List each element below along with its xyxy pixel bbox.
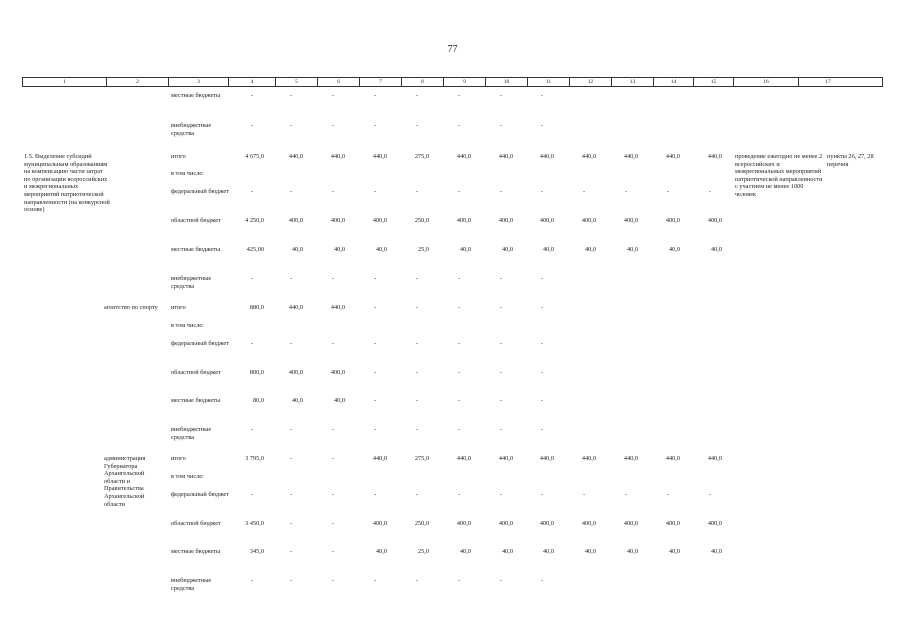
header-col-4: 4 xyxy=(229,78,276,86)
row-value: - xyxy=(331,455,335,462)
row-value: - xyxy=(499,188,503,195)
header-col-15: 15 xyxy=(694,78,734,86)
row-value: 25,0 xyxy=(417,246,429,253)
row-value: - xyxy=(415,397,419,404)
row-value: 400,0 xyxy=(456,217,471,224)
row-value: 440,0 xyxy=(539,455,554,462)
row-value: - xyxy=(457,92,461,99)
row-value: - xyxy=(540,275,544,282)
header-col-5: 5 xyxy=(276,78,318,86)
row-value: 40,0 xyxy=(710,548,722,555)
row-value: 400,0 xyxy=(707,520,722,527)
row-value: 4 675,0 xyxy=(245,153,264,160)
row-value: 40,0 xyxy=(333,246,345,253)
row-value: - xyxy=(373,122,377,129)
row-label: внебюджетные средства xyxy=(171,426,212,441)
row-value: - xyxy=(540,304,544,311)
row-value: - xyxy=(624,188,628,195)
row-label: областной бюджет xyxy=(171,369,221,376)
measure-result: проведение ежегодно не менее 2 всероссийских и межрегиональных мероприятий патриотической направленности с участием не менее 1000 человек xyxy=(735,153,823,198)
row-value: 440,0 xyxy=(456,455,471,462)
row-value: - xyxy=(499,426,503,433)
row-value: 40,0 xyxy=(542,548,554,555)
row-value: 440,0 xyxy=(330,153,345,160)
row-label: федеральный бюджет xyxy=(171,491,229,498)
row-value: - xyxy=(331,188,335,195)
row-value: - xyxy=(457,397,461,404)
row-value: 3 795,0 xyxy=(245,455,264,462)
row-value: 440,0 xyxy=(456,153,471,160)
row-value: - xyxy=(666,188,670,195)
row-value: - xyxy=(540,188,544,195)
row-value: - xyxy=(624,491,628,498)
row-value: 400,0 xyxy=(623,520,638,527)
row-value: - xyxy=(457,188,461,195)
row-value: - xyxy=(499,369,503,376)
row-value: - xyxy=(457,340,461,347)
header-col-8: 8 xyxy=(402,78,444,86)
row-value: 440,0 xyxy=(707,153,722,160)
header-col-6: 6 xyxy=(318,78,360,86)
executor: агентство по спорту xyxy=(104,304,158,311)
row-value: - xyxy=(708,188,712,195)
header-col-14: 14 xyxy=(654,78,694,86)
row-value: 25,0 xyxy=(417,548,429,555)
row-value: - xyxy=(289,188,293,195)
row-value: 40,0 xyxy=(501,246,513,253)
row-value: - xyxy=(540,92,544,99)
row-value: - xyxy=(250,275,254,282)
row-value: 440,0 xyxy=(288,153,303,160)
row-value: - xyxy=(250,491,254,498)
row-value: - xyxy=(415,275,419,282)
row-value: - xyxy=(457,577,461,584)
row-value: 275,0 xyxy=(414,455,429,462)
header-col-3: 3 xyxy=(169,78,229,86)
row-value: - xyxy=(499,92,503,99)
header-col-9: 9 xyxy=(444,78,486,86)
row-value: 440,0 xyxy=(539,153,554,160)
row-value: 400,0 xyxy=(665,520,680,527)
row-value: - xyxy=(540,491,544,498)
row-value: 400,0 xyxy=(288,369,303,376)
page-number: 77 xyxy=(447,44,458,55)
table-header-row xyxy=(22,77,883,87)
header-col-1: 1 xyxy=(23,78,107,86)
row-value: - xyxy=(582,491,586,498)
row-value: 80,0 xyxy=(252,397,264,404)
row-value: - xyxy=(499,397,503,404)
row-value: - xyxy=(331,577,335,584)
executor: администрация Губернатора Архангельской области и Правительства Архангельской области xyxy=(104,455,146,508)
row-value: 400,0 xyxy=(498,217,513,224)
header-col-2: 2 xyxy=(107,78,169,86)
row-value: - xyxy=(373,397,377,404)
row-value: 40,0 xyxy=(542,246,554,253)
row-value: - xyxy=(331,491,335,498)
row-label: внебюджетные средства xyxy=(171,122,212,137)
row-value: 440,0 xyxy=(623,153,638,160)
row-label: в том числе: xyxy=(171,322,204,329)
row-label: в том числе: xyxy=(171,473,204,480)
row-value: 400,0 xyxy=(665,217,680,224)
row-label: итого xyxy=(171,304,186,311)
row-value: 4 250,0 xyxy=(245,217,264,224)
row-value: 400,0 xyxy=(372,217,387,224)
row-value: - xyxy=(250,122,254,129)
row-value: - xyxy=(331,426,335,433)
row-label: внебюджетные средства xyxy=(171,275,212,290)
row-value: 400,0 xyxy=(581,520,596,527)
row-label: местные бюджеты xyxy=(171,397,221,404)
row-value: 40,0 xyxy=(291,397,303,404)
row-value: - xyxy=(331,520,335,527)
row-value: 40,0 xyxy=(584,246,596,253)
row-value: - xyxy=(373,92,377,99)
row-value: - xyxy=(499,275,503,282)
row-value: 400,0 xyxy=(539,217,554,224)
row-value: - xyxy=(373,275,377,282)
row-value: 40,0 xyxy=(375,548,387,555)
row-value: 40,0 xyxy=(291,246,303,253)
row-label: областной бюджет xyxy=(171,520,221,527)
row-label: федеральный бюджет xyxy=(171,340,229,347)
row-value: - xyxy=(373,369,377,376)
row-value: - xyxy=(289,577,293,584)
row-value: 440,0 xyxy=(707,455,722,462)
row-value: - xyxy=(540,340,544,347)
row-value: - xyxy=(415,577,419,584)
row-value: 40,0 xyxy=(626,246,638,253)
row-value: 400,0 xyxy=(707,217,722,224)
header-col-10: 10 xyxy=(486,78,528,86)
row-value: - xyxy=(250,426,254,433)
row-value: 440,0 xyxy=(498,455,513,462)
row-value: 40,0 xyxy=(459,246,471,253)
row-value: - xyxy=(250,577,254,584)
row-value: 880,0 xyxy=(249,304,264,311)
row-value: - xyxy=(708,491,712,498)
row-value: 400,0 xyxy=(372,520,387,527)
row-value: - xyxy=(540,122,544,129)
row-value: 400,0 xyxy=(581,217,596,224)
row-label: федеральный бюджет xyxy=(171,188,229,195)
row-value: 440,0 xyxy=(288,304,303,311)
row-value: - xyxy=(373,340,377,347)
row-value: - xyxy=(373,491,377,498)
row-value: - xyxy=(666,491,670,498)
row-label: местные бюджеты xyxy=(171,246,221,253)
row-value: 800,0 xyxy=(249,369,264,376)
row-label: в том числе: xyxy=(171,170,204,177)
row-value: - xyxy=(415,369,419,376)
row-value: 440,0 xyxy=(623,455,638,462)
row-value: - xyxy=(289,491,293,498)
row-value: - xyxy=(415,304,419,311)
row-value: - xyxy=(331,92,335,99)
row-value: 400,0 xyxy=(498,520,513,527)
row-value: 40,0 xyxy=(626,548,638,555)
header-col-13: 13 xyxy=(612,78,654,86)
row-value: - xyxy=(331,548,335,555)
row-value: - xyxy=(415,188,419,195)
row-value: - xyxy=(499,122,503,129)
row-value: - xyxy=(373,304,377,311)
header-col-7: 7 xyxy=(360,78,402,86)
row-value: - xyxy=(331,275,335,282)
row-value: - xyxy=(289,426,293,433)
row-value: - xyxy=(373,426,377,433)
row-value: - xyxy=(499,491,503,498)
row-value: 275,0 xyxy=(414,153,429,160)
row-value: 345,0 xyxy=(249,548,264,555)
row-label: местные бюджеты xyxy=(171,548,221,555)
header-col-11: 11 xyxy=(528,78,570,86)
row-label: местные бюджеты xyxy=(171,92,221,99)
measure-name: 1.5. Выделение субсидий муниципальным образованиям на компенсацию части затрат по организации всероссийских и межрегиональных мероприятий патриотической направленности (на конкурсной основе) xyxy=(24,153,110,214)
row-label: итого xyxy=(171,153,186,160)
row-value: - xyxy=(540,426,544,433)
row-value: 400,0 xyxy=(456,520,471,527)
row-value: 440,0 xyxy=(581,153,596,160)
row-value: 400,0 xyxy=(623,217,638,224)
row-value: 40,0 xyxy=(668,548,680,555)
row-value: - xyxy=(373,188,377,195)
row-value: - xyxy=(373,577,377,584)
row-value: - xyxy=(499,304,503,311)
row-value: 440,0 xyxy=(581,455,596,462)
row-value: 40,0 xyxy=(584,548,596,555)
row-value: - xyxy=(250,188,254,195)
row-value: 250,0 xyxy=(414,217,429,224)
row-value: - xyxy=(289,548,293,555)
header-col-16: 16 xyxy=(734,78,799,86)
row-value: 440,0 xyxy=(665,455,680,462)
row-value: 250,0 xyxy=(414,520,429,527)
row-value: 400,0 xyxy=(330,369,345,376)
row-value: 40,0 xyxy=(375,246,387,253)
row-value: - xyxy=(499,577,503,584)
row-value: - xyxy=(250,340,254,347)
row-value: - xyxy=(289,275,293,282)
row-value: - xyxy=(289,340,293,347)
measure-reference: пункты 26, 27, 28 перечня xyxy=(827,153,874,168)
header-col-17: 17 xyxy=(825,79,831,85)
row-value: - xyxy=(415,92,419,99)
row-label: внебюджетные средства xyxy=(171,577,212,592)
row-value: - xyxy=(457,122,461,129)
row-value: 440,0 xyxy=(372,455,387,462)
row-value: - xyxy=(331,122,335,129)
row-value: - xyxy=(250,92,254,99)
row-value: - xyxy=(540,369,544,376)
row-value: 440,0 xyxy=(498,153,513,160)
row-value: - xyxy=(457,491,461,498)
row-value: - xyxy=(289,92,293,99)
row-value: 3 450,0 xyxy=(245,520,264,527)
row-value: - xyxy=(499,340,503,347)
row-value: - xyxy=(331,340,335,347)
row-value: - xyxy=(289,520,293,527)
row-value: 440,0 xyxy=(372,153,387,160)
row-value: 400,0 xyxy=(288,217,303,224)
row-label: областной бюджет xyxy=(171,217,221,224)
row-value: - xyxy=(457,304,461,311)
row-value: - xyxy=(582,188,586,195)
row-value: - xyxy=(457,426,461,433)
row-value: 40,0 xyxy=(501,548,513,555)
row-value: - xyxy=(415,491,419,498)
row-value: 400,0 xyxy=(330,217,345,224)
row-value: 40,0 xyxy=(459,548,471,555)
header-col-12: 12 xyxy=(570,78,612,86)
row-value: 400,0 xyxy=(539,520,554,527)
row-value: 440,0 xyxy=(665,153,680,160)
row-value: - xyxy=(415,122,419,129)
row-value: - xyxy=(415,340,419,347)
row-value: - xyxy=(415,426,419,433)
row-value: - xyxy=(289,455,293,462)
row-value: 425,00 xyxy=(246,246,264,253)
row-value: - xyxy=(289,122,293,129)
row-value: - xyxy=(540,577,544,584)
row-value: - xyxy=(457,369,461,376)
row-value: 440,0 xyxy=(330,304,345,311)
row-value: - xyxy=(457,275,461,282)
row-label: итого xyxy=(171,455,186,462)
row-value: - xyxy=(540,397,544,404)
row-value: 40,0 xyxy=(710,246,722,253)
row-value: 40,0 xyxy=(668,246,680,253)
row-value: 40,0 xyxy=(333,397,345,404)
